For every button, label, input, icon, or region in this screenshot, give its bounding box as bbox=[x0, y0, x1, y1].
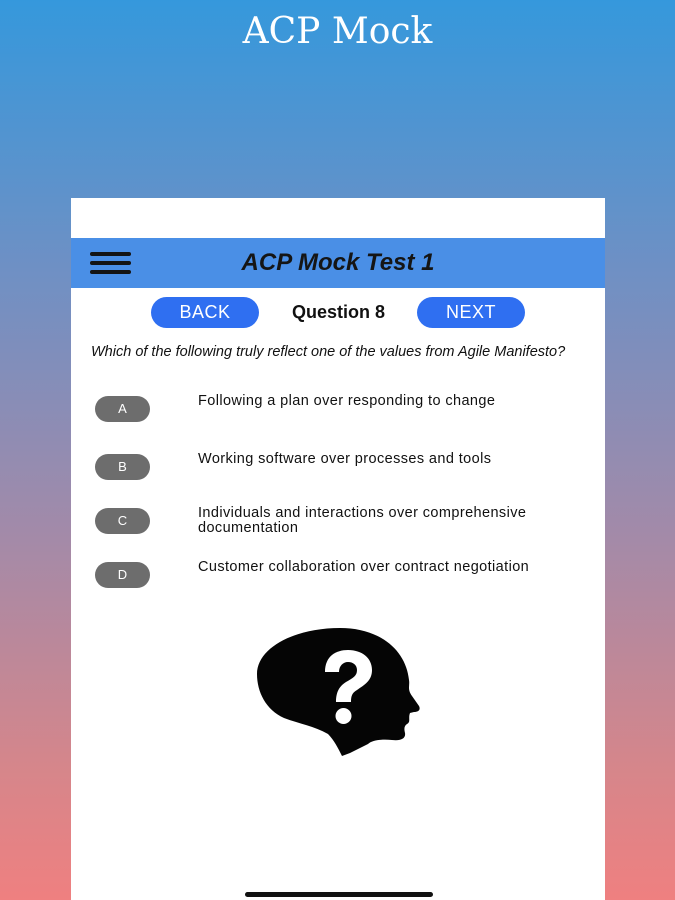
option-d-letter[interactable]: D bbox=[95, 562, 150, 588]
option-a[interactable] bbox=[71, 392, 605, 436]
option-d[interactable] bbox=[71, 558, 605, 602]
option-c-text[interactable]: Individuals and interactions over comprehensive documentation bbox=[198, 505, 527, 536]
nav-title: ACP Mock Test 1 bbox=[241, 249, 435, 276]
nav-bar bbox=[71, 238, 605, 288]
app-screen bbox=[71, 198, 605, 900]
option-b-text[interactable]: Working software over processes and tools bbox=[198, 451, 492, 467]
option-c[interactable] bbox=[71, 504, 605, 548]
question-number: Question 8 bbox=[291, 302, 385, 322]
next-button[interactable]: NEXT bbox=[417, 297, 525, 328]
option-b[interactable] bbox=[71, 450, 605, 494]
head-question-mark-icon bbox=[254, 626, 422, 756]
home-indicator bbox=[245, 892, 433, 897]
option-b-letter[interactable]: B bbox=[95, 454, 150, 480]
option-a-text[interactable]: Following a plan over responding to change bbox=[198, 393, 496, 409]
question-text: Which of the following truly reflect one of the values from Agile Manifesto? bbox=[91, 344, 566, 360]
option-c-letter[interactable]: C bbox=[95, 508, 150, 534]
back-button[interactable]: BACK bbox=[151, 297, 259, 328]
option-d-text[interactable]: Customer collaboration over contract negotiation bbox=[198, 559, 530, 575]
option-a-letter[interactable]: A bbox=[95, 396, 150, 422]
app-title: ACP Mock bbox=[242, 11, 433, 52]
